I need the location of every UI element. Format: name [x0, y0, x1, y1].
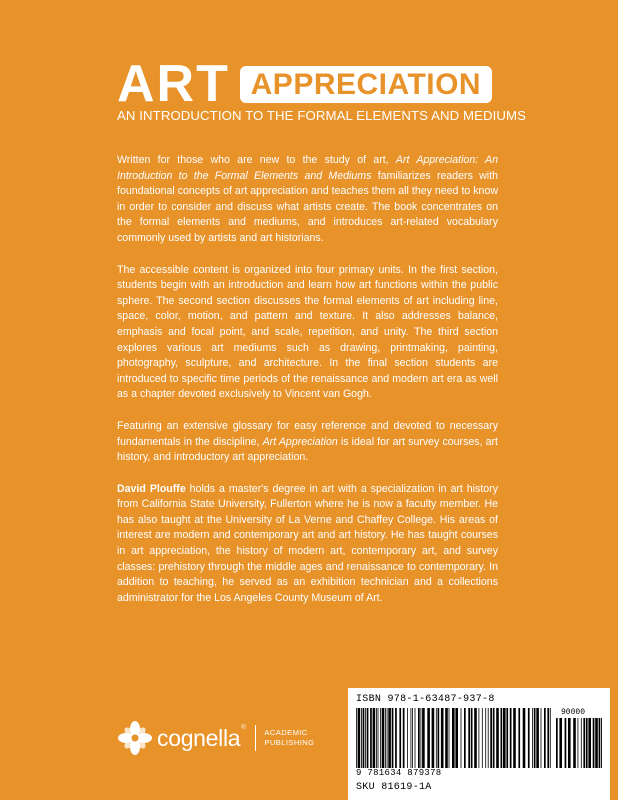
barcode-bar [388, 708, 391, 768]
barcode-bar [534, 708, 536, 768]
barcode-bar [415, 708, 416, 768]
barcode-bar [568, 718, 571, 768]
barcode-bar [493, 708, 495, 768]
author-name: David Plouffe [117, 482, 186, 495]
barcode-bar [382, 708, 385, 768]
barcode-bar [436, 708, 437, 768]
barcode-bar [474, 708, 477, 768]
barcode-addon-price: 90000 [561, 708, 586, 717]
barcode-bar [461, 708, 462, 768]
barcode-bar [370, 708, 372, 768]
barcode-bar [601, 718, 602, 768]
barcode-bar [550, 708, 551, 768]
barcode-bar [583, 718, 585, 768]
paragraph-intro: Written for those who are new to the study of art, Art Appreciation: An Introduction to the Formal Elements and Mediums familiarizes readers with foundational concepts of art appreciation and teaches them all they need to know in order to consider and discuss what artists create. The book concentrates on the formal elements and mediums, and introduces art-related vocabulary commonly used by artists and art historians. [117, 154, 499, 244]
sku-label: SKU 81619-1A [356, 782, 432, 793]
barcode-bar [421, 708, 422, 768]
book-subtitle: AN INTRODUCTION TO THE FORMAL ELEMENTS AND MEDIUMS [117, 108, 526, 123]
publisher-logo [117, 720, 314, 756]
barcode-bars [356, 708, 551, 768]
barcode-bar [496, 708, 499, 768]
barcode-bar [518, 708, 520, 768]
barcode-bar [528, 708, 530, 768]
barcode-bar [573, 718, 576, 768]
barcode-bar [541, 708, 542, 768]
paragraph-features: Featuring an extensive glossary for easy reference and devoted to necessary fundamentals in the discipline, Art Appreciation is ideal for art survey courses, art history, and introductory art appreciation. [117, 419, 498, 464]
logo-divider [255, 725, 256, 751]
barcode-bar [367, 708, 369, 768]
barcode-bar [513, 708, 516, 768]
barcode-bar [510, 708, 512, 768]
barcode-bar [544, 708, 546, 768]
barcode-bar [407, 708, 408, 768]
isbn-barcode [348, 688, 610, 800]
publisher-name: cognella® [157, 724, 246, 751]
barcode-bar [556, 718, 558, 768]
barcode-bar [490, 708, 492, 768]
barcode-bar [422, 708, 425, 768]
barcode-bar [581, 718, 582, 768]
barcode-addon-bars [556, 718, 602, 768]
barcode-bar [403, 708, 405, 768]
barcode-bar [468, 708, 470, 768]
barcode-graphic [356, 708, 602, 768]
publisher-tagline: ACADEMIC PUBLISHING [264, 728, 315, 747]
barcode-bar [503, 708, 506, 768]
barcode-bar [395, 708, 397, 768]
barcode-bar [595, 718, 598, 768]
barcode-bar [378, 708, 379, 768]
barcode-bar [418, 708, 420, 768]
barcode-bar [532, 708, 533, 768]
barcode-bar [411, 708, 412, 768]
barcode-bar [455, 708, 458, 768]
paragraph-author-bio: David Plouffe holds a master's degree in art with a specialization in art history from California State University, Fullerton where he is now a faculty member. He has also taught at the University of La Verne and Chaffey College. His areas of interest are modern and contemporary art and art history. He has taught courses in art appreciation, the history of modern art, contemporary art, and survey classes: prehistory through the middle ages and renaissance to contemporary. In addition to teaching, he served as an exhibition technician and a collections administrator for the Los Angeles County Museum of Art. [117, 482, 498, 604]
barcode-bar [588, 718, 591, 768]
barcode-bar [506, 708, 508, 768]
barcode-bar [464, 708, 466, 768]
title-art: ART [117, 55, 230, 113]
barcode-bar [578, 718, 579, 768]
barcode-bar [438, 708, 440, 768]
barcode-bar [536, 708, 539, 768]
barcode-bar [479, 708, 480, 768]
barcode-bar [452, 708, 455, 768]
barcode-bar [380, 708, 381, 768]
title-appreciation: APPRECIATION [240, 66, 492, 103]
cognella-flower-icon [117, 720, 153, 756]
barcode-bar [441, 708, 444, 768]
barcode-bar [501, 708, 503, 768]
barcode-bar [356, 708, 357, 768]
barcode-bar [399, 708, 401, 768]
barcode-bar [412, 708, 413, 768]
barcode-bar [565, 718, 567, 768]
barcode-bar [547, 708, 549, 768]
barcode-bar [599, 718, 601, 768]
barcode-bar [432, 708, 435, 768]
isbn-label: ISBN 978-1-63487-937-8 [356, 694, 495, 705]
barcode-number: 9 781634 879378 [356, 768, 442, 778]
barcode-bar [445, 708, 448, 768]
description [117, 153, 498, 622]
paragraph-content: The accessible content is organized into four primary units. In the first section, students begin with an introduction and learn how art functions within the public sphere. The second section discusses the formal elements of art including line, space, color, motion, and pattern and texture. It also addresses balance, emphasis and focal point, and scale, repetition, and unity. The third section explores various art mediums such as drawing, printmaking, painting, photography, sculpture, and architecture. In the final section students are introduced to specific time periods of the renaissance and modern art era as well as a chapter devoted exclusively to Vincent van Gogh. [117, 263, 498, 401]
barcode-bar [488, 708, 489, 768]
barcode-bar [363, 708, 365, 768]
barcode-bar [385, 708, 386, 768]
barcode-bar [449, 708, 450, 768]
barcode-bar [593, 718, 595, 768]
barcode-bar [586, 718, 588, 768]
barcode-bar [482, 708, 483, 768]
barcode-bar [392, 708, 394, 768]
barcode-bar [387, 708, 388, 768]
barcode-bar [358, 708, 361, 768]
barcode-bar [523, 708, 526, 768]
barcode-bar [485, 708, 486, 768]
book-title [117, 55, 492, 113]
barcode-bar [376, 708, 377, 768]
barcode-bar [361, 708, 362, 768]
barcode-bar [427, 708, 430, 768]
barcode-bar [373, 708, 376, 768]
barcode-bar [365, 708, 366, 768]
barcode-bar [559, 718, 562, 768]
barcode-bar [471, 708, 473, 768]
